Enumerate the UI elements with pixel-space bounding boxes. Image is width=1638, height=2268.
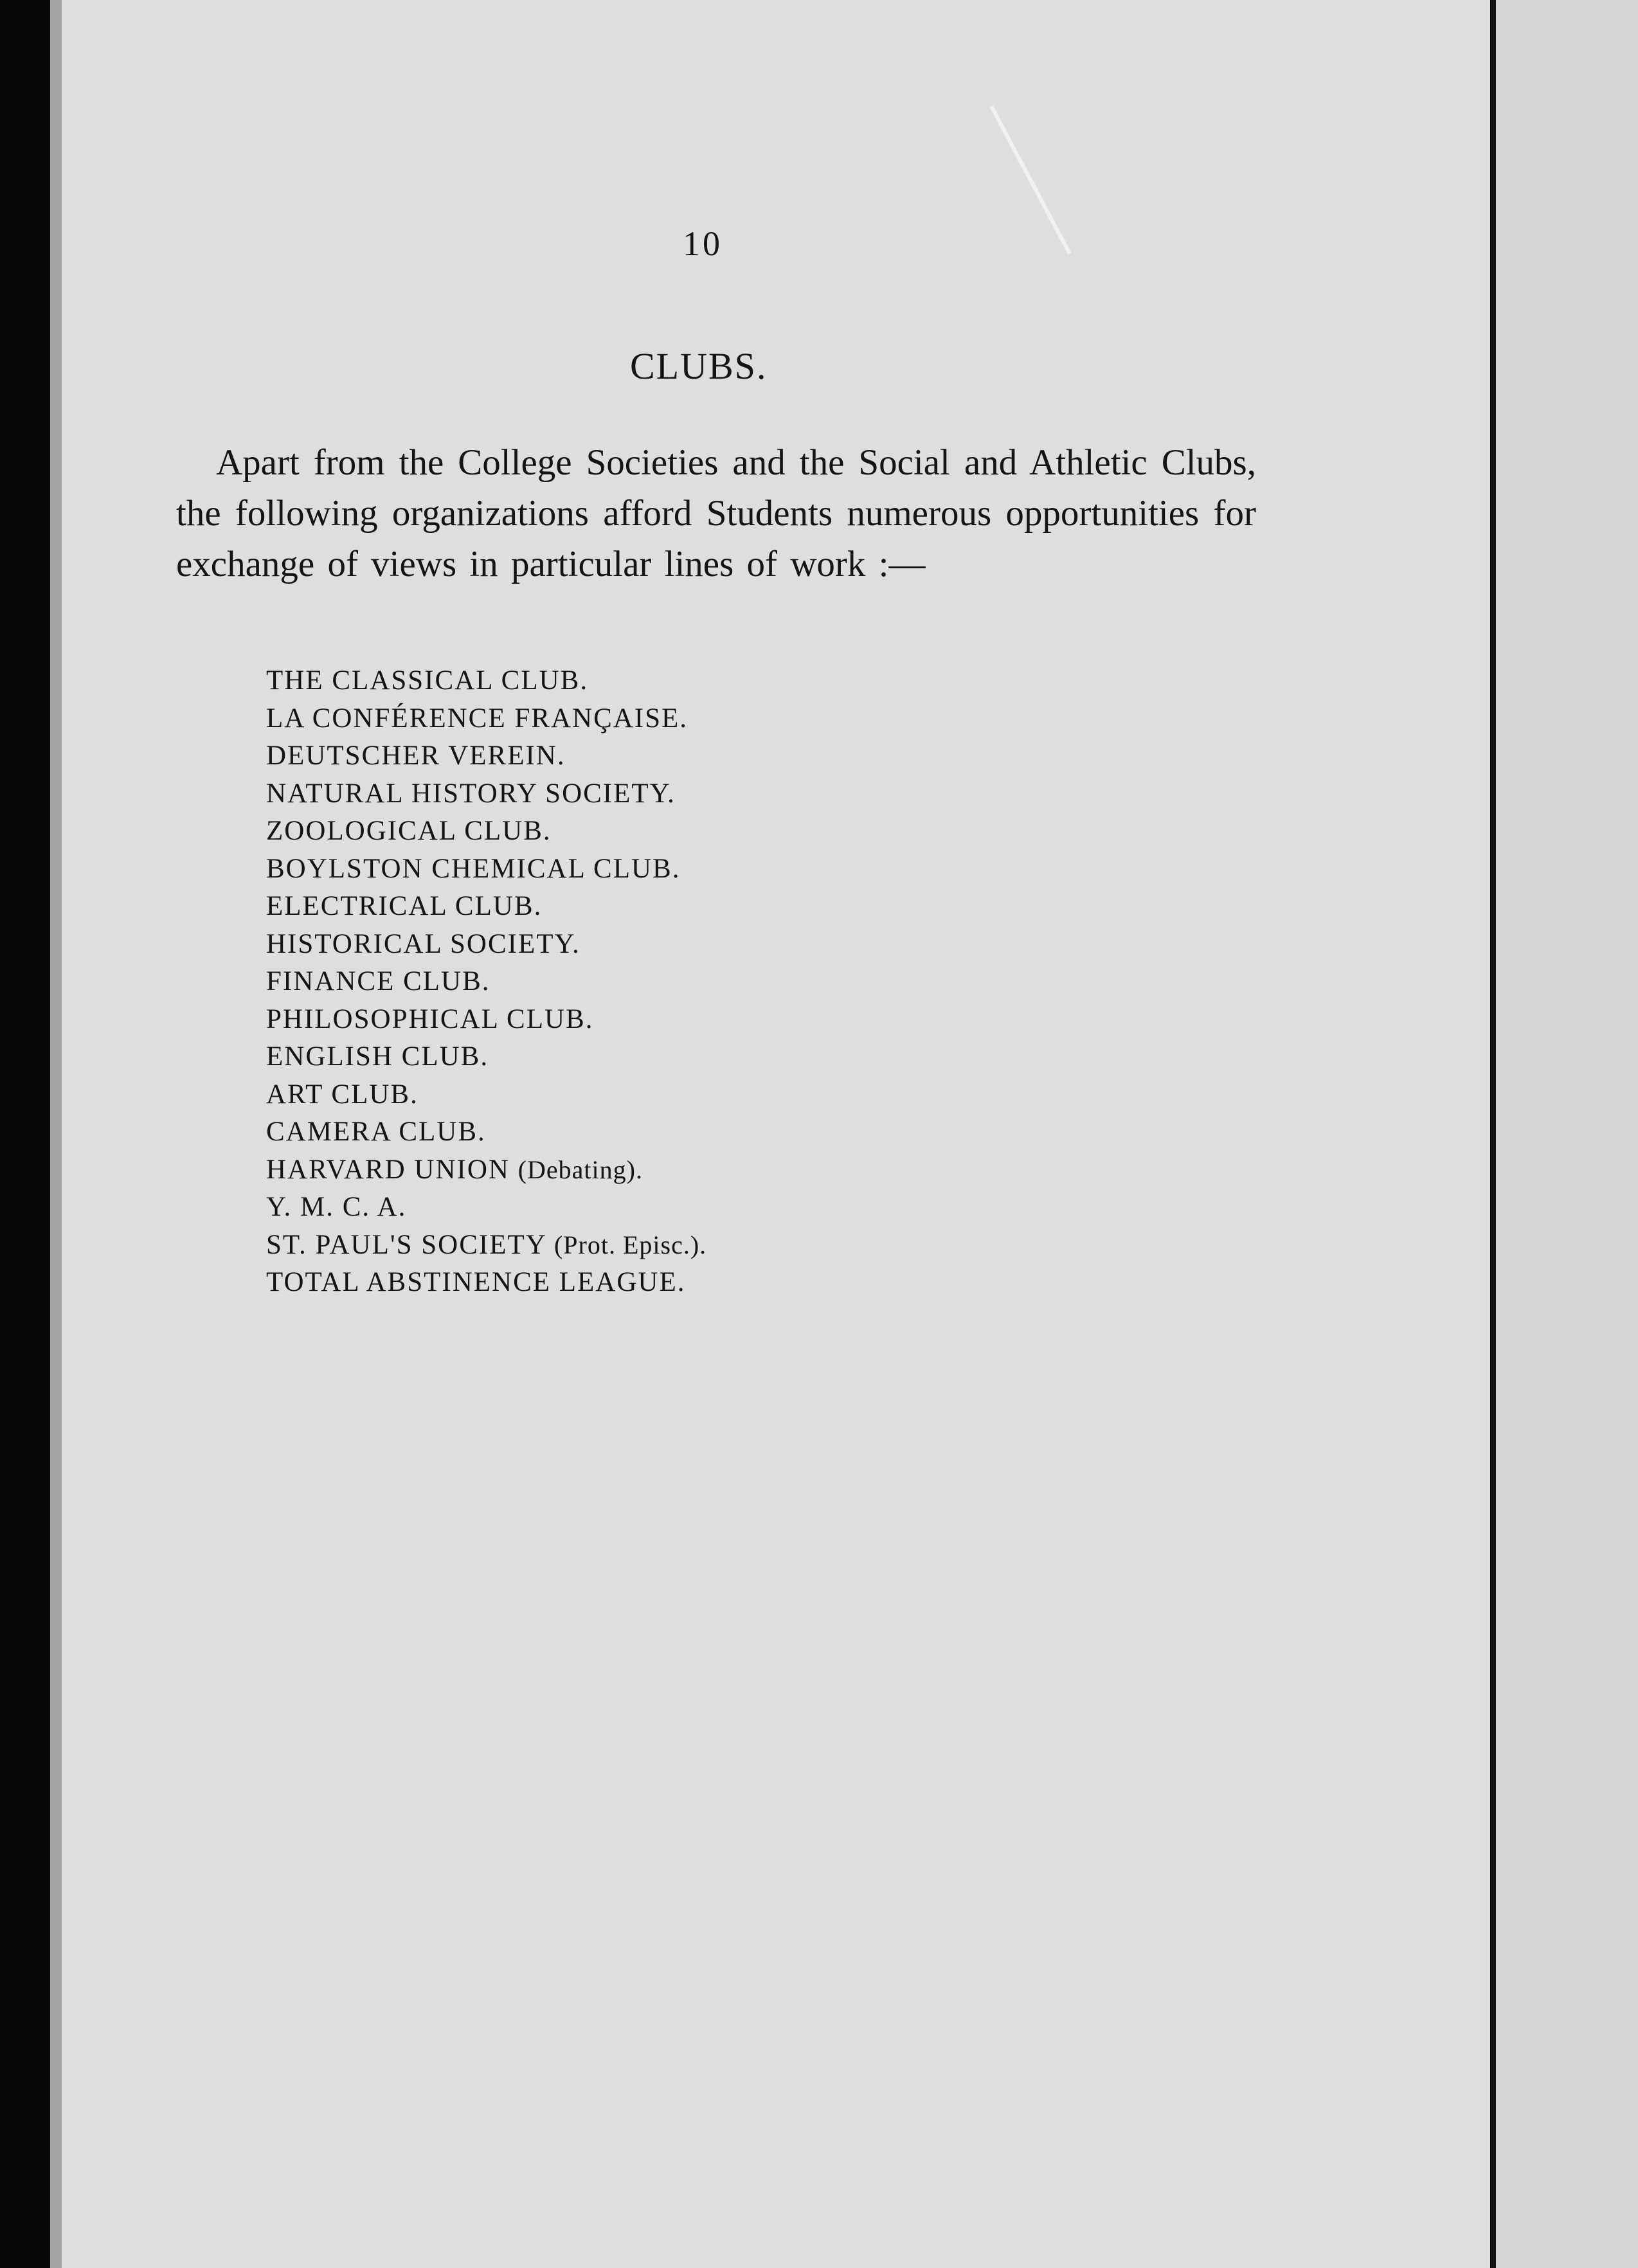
club-note: (Prot. Episc.). — [554, 1230, 707, 1259]
page-edge-shadow — [50, 0, 62, 2268]
scan-edge-left — [0, 0, 50, 2268]
club-name: CAMERA CLUB. — [266, 1117, 486, 1147]
club-list-item — [266, 1151, 706, 1189]
page-gutter-line — [1490, 0, 1496, 2268]
club-list-item — [266, 1189, 706, 1227]
club-list-item — [266, 1227, 706, 1264]
club-name: Y. M. C. A. — [266, 1192, 407, 1222]
club-name: PHILOSOPHICAL CLUB. — [266, 1004, 594, 1034]
club-list-item — [266, 1264, 706, 1302]
club-list-item — [266, 1001, 706, 1039]
club-name: ENGLISH CLUB. — [266, 1041, 489, 1072]
club-list-item — [266, 888, 706, 926]
intro-paragraph: Apart from the College Societies and the Social and Athletic Clubs, the following organizations afford Students numerous opportunities for exchange of views in particular lines of work :— — [176, 442, 1256, 584]
club-list — [266, 662, 706, 1302]
club-list-item — [266, 1113, 706, 1151]
club-name: ZOOLOGICAL CLUB. — [266, 816, 552, 846]
club-name: FINANCE CLUB. — [266, 966, 491, 996]
club-list-item — [266, 700, 706, 738]
club-list-item — [266, 926, 706, 964]
club-list-item — [266, 851, 706, 888]
club-name: ELECTRICAL CLUB. — [266, 891, 543, 921]
club-note: (Debating). — [518, 1155, 643, 1184]
club-name: HISTORICAL SOCIETY. — [266, 928, 580, 959]
club-name: HARVARD UNION — [266, 1154, 510, 1185]
club-name: NATURAL HISTORY SOCIETY. — [266, 778, 676, 809]
club-list-item — [266, 963, 706, 1001]
club-name: ART CLUB. — [266, 1079, 419, 1110]
club-name: LA CONFÉRENCE FRANÇAISE. — [266, 703, 688, 734]
club-list-item — [266, 813, 706, 851]
club-name: BOYLSTON CHEMICAL CLUB. — [266, 853, 681, 884]
adjacent-page-edge — [1496, 0, 1638, 2268]
club-name: DEUTSCHER VEREIN. — [266, 741, 566, 771]
club-name: TOTAL ABSTINENCE LEAGUE. — [266, 1267, 686, 1297]
club-list-item — [266, 775, 706, 813]
section-title: CLUBS. — [630, 345, 768, 387]
club-list-item — [266, 1038, 706, 1076]
club-list-item — [266, 662, 706, 700]
club-list-item — [266, 737, 706, 775]
club-name: THE CLASSICAL CLUB. — [266, 665, 589, 696]
club-name: ST. PAUL'S SOCIETY — [266, 1229, 546, 1260]
page-number: 10 — [683, 224, 723, 263]
club-list-item — [266, 1076, 706, 1114]
